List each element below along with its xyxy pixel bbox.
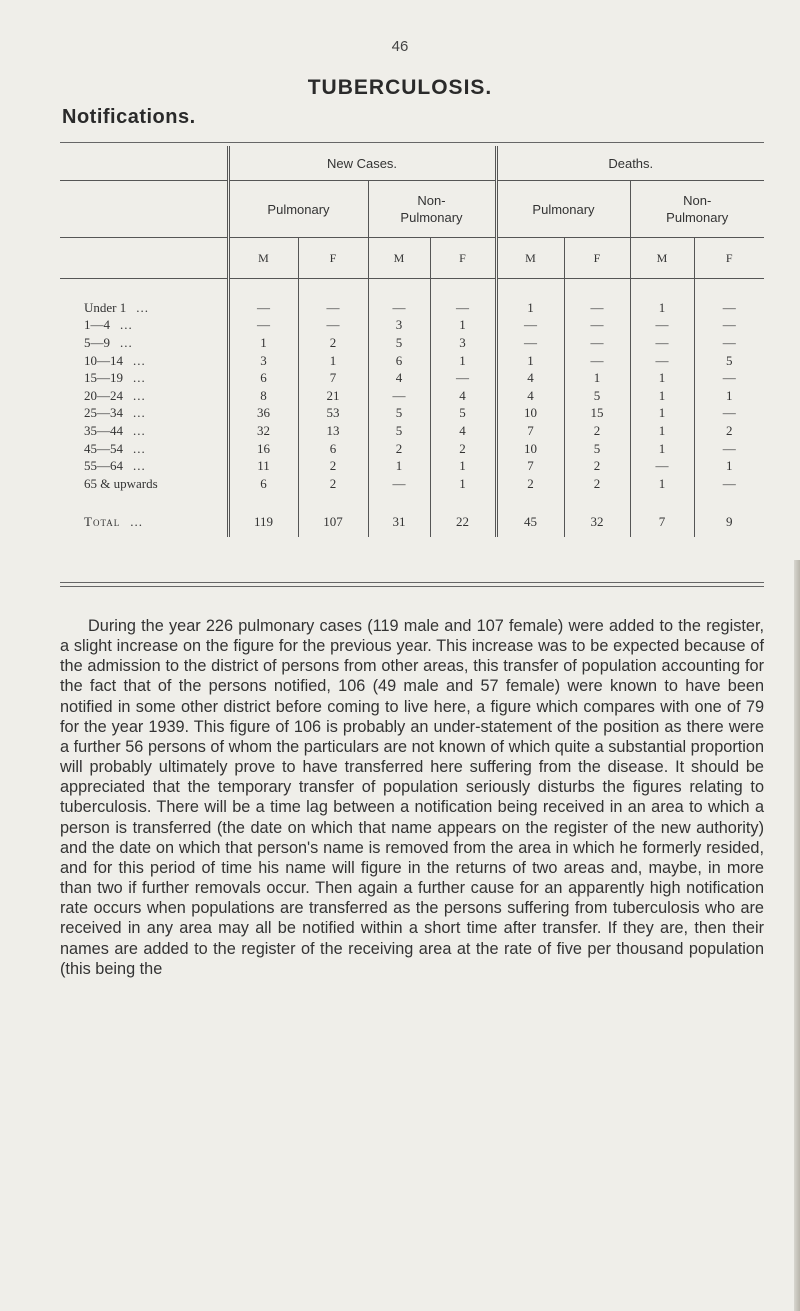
table-cell: 1 (630, 422, 694, 440)
notifications-table-container (60, 142, 764, 592)
table-cell: — (694, 317, 764, 335)
table-row (60, 440, 764, 458)
header-new-cases: New Cases. (228, 146, 496, 181)
table-row (60, 405, 764, 423)
section-heading: Notifications. (62, 106, 196, 128)
row-label (60, 405, 228, 423)
page-title: TUBERCULOSIS. (307, 76, 493, 99)
page-number: 46 (391, 38, 409, 55)
header-deaths-non-pulmonary (630, 181, 764, 238)
table-cell: 6 (298, 440, 368, 458)
table-cell: — (368, 475, 430, 493)
table-cell: 2 (564, 475, 630, 493)
row-label-text: 55—64 (84, 458, 123, 474)
table-cell: 1 (298, 352, 368, 370)
header-non-a: Non- (417, 193, 446, 208)
header-new-non-pulmonary (368, 181, 496, 238)
table-cell: — (630, 457, 694, 475)
table-cell: 7 (496, 422, 564, 440)
table-cell: 3 (430, 334, 496, 352)
table-cell: — (496, 334, 564, 352)
table-cell: 53 (298, 405, 368, 423)
header-blank (60, 146, 228, 181)
row-label-text: 20—24 (84, 387, 123, 403)
row-label-text: 35—44 (84, 422, 123, 438)
table-cell: 7 (298, 369, 368, 387)
table-cell: 2 (368, 440, 430, 458)
table-cell: 1 (630, 475, 694, 493)
table-cell: 5 (368, 405, 430, 423)
table-cell: — (694, 369, 764, 387)
header-f: F (298, 238, 368, 279)
table-cell: 45 (496, 507, 564, 537)
row-label-text: Total (84, 513, 121, 529)
table-row (60, 299, 764, 317)
table-row (60, 352, 764, 370)
table-cell: 1 (430, 317, 496, 335)
table-row (60, 457, 764, 475)
table-cell: 9 (694, 507, 764, 537)
header-deaths-pulmonary: Pulmonary (496, 181, 630, 238)
table-cell: — (564, 299, 630, 317)
table-cell: 32 (228, 422, 298, 440)
table-total-row (60, 507, 764, 537)
header-f: F (564, 238, 630, 279)
row-label (60, 317, 228, 335)
table-cell: 1 (430, 475, 496, 493)
table-cell: 32 (564, 507, 630, 537)
row-label-text: 5—9 (84, 334, 110, 350)
table-cell: — (694, 475, 764, 493)
table-cell: 1 (430, 352, 496, 370)
paragraph: During the year 226 pulmonary cases (119 male and 107 female) were added to the register, a slight increase on the figure for the previous year. This increase was to be expected because of the admission to the district of persons from other areas, this transfer of population accounting for the fact that of the persons notified, 106 (49 male and 57 female) were known to have been notified in some other district before coming to live here, a figure which compares with one of 79 for the year 1939. This figure of 106 is probably an under-statement of the position as there were a further 56 persons of whom the particulars are not known of which quite a substantial proportion will probably ultimately prove to have transferred here suffering from the disease. It should be appreciated that the temporary transfer of population seriously disturbs the figures relating to tuberculosis. There will be a time lag between a notification being received in an area to which a person is transferred (the date on which that name appears on the register of the new authority) and the date on which that person's name is removed from the area in which he formerly resided, and for this period of time his name will figure in the returns of two areas and, maybe, in more than two if further removals occur. Then again a further cause for an apparently high notification rate occurs when populations are transferred as the persons suffering from tuberculosis who are received in any area may all be notified within a short time after transfer. If they are, then their names are added to the register of the receiving area at the rate of five per thousand population (this being the (60, 617, 764, 978)
header-m: M (496, 238, 564, 279)
table-cell: 6 (228, 369, 298, 387)
table-cell: — (430, 299, 496, 317)
table-cell: 119 (228, 507, 298, 537)
header-row-groups (60, 146, 764, 181)
header-non-b: Pulmonary (666, 210, 729, 225)
row-label-dots: ... (133, 440, 146, 456)
table-cell: 22 (430, 507, 496, 537)
row-label-text: 45—54 (84, 440, 123, 456)
table-cell: — (694, 405, 764, 423)
table-row (60, 334, 764, 352)
table-cell: — (298, 299, 368, 317)
table-cell: 1 (630, 405, 694, 423)
row-label (60, 369, 228, 387)
table-cell: — (630, 334, 694, 352)
table-cell: 5 (694, 352, 764, 370)
table-cell: — (496, 317, 564, 335)
header-row-sex (60, 238, 764, 279)
header-deaths: Deaths. (496, 146, 764, 181)
table-cell: 15 (564, 405, 630, 423)
table-cell: — (564, 352, 630, 370)
table-cell: 1 (564, 369, 630, 387)
table-cell: — (694, 440, 764, 458)
header-m: M (228, 238, 298, 279)
row-label (60, 507, 228, 537)
row-label-text: 65 & upwards (84, 475, 158, 491)
table-cell: 107 (298, 507, 368, 537)
table-cell: 2 (298, 457, 368, 475)
table-cell: 1 (368, 457, 430, 475)
body-text (60, 616, 764, 979)
row-label-dots: ... (133, 387, 146, 403)
row-label-dots: ... (133, 405, 146, 421)
row-label (60, 457, 228, 475)
row-label-dots: ... (133, 422, 146, 438)
table-cell: 1 (228, 334, 298, 352)
table-cell: 8 (228, 387, 298, 405)
table-cell: 1 (694, 457, 764, 475)
table-cell: 2 (298, 475, 368, 493)
table-row (60, 317, 764, 335)
row-label-dots: ... (120, 334, 133, 350)
table-cell: 4 (496, 369, 564, 387)
row-label (60, 334, 228, 352)
table-cell: 4 (430, 422, 496, 440)
table-cell: 5 (368, 334, 430, 352)
row-label (60, 422, 228, 440)
header-non-b: Pulmonary (400, 210, 463, 225)
table-top-rule (60, 142, 764, 143)
table-cell: 36 (228, 405, 298, 423)
row-label-dots: ... (120, 317, 133, 333)
table-cell: 1 (630, 440, 694, 458)
table-cell: — (564, 317, 630, 335)
notifications-table (60, 146, 764, 537)
table-cell: — (368, 299, 430, 317)
table-cell: 7 (496, 457, 564, 475)
header-f: F (694, 238, 764, 279)
table-spacer (60, 493, 764, 507)
header-non-a: Non- (683, 193, 712, 208)
row-label-dots: ... (130, 513, 143, 529)
row-label-text: 10—14 (84, 352, 123, 368)
row-label-dots: ... (133, 458, 146, 474)
row-label-text: 25—34 (84, 405, 123, 421)
table-cell: — (368, 387, 430, 405)
table-cell: 10 (496, 440, 564, 458)
table-bottom-rule (60, 582, 764, 583)
table-cell: 11 (228, 457, 298, 475)
table-cell: 5 (430, 405, 496, 423)
table-cell: — (630, 352, 694, 370)
table-cell: 1 (496, 299, 564, 317)
table-cell: 2 (694, 422, 764, 440)
row-label-dots: ... (133, 370, 146, 386)
table-cell: 5 (368, 422, 430, 440)
table-cell: 3 (368, 317, 430, 335)
row-label (60, 387, 228, 405)
table-row (60, 475, 764, 493)
table-cell: 1 (630, 369, 694, 387)
header-new-pulmonary: Pulmonary (228, 181, 368, 238)
table-cell: 4 (368, 369, 430, 387)
table-cell: 1 (430, 457, 496, 475)
table-cell: — (694, 299, 764, 317)
table-cell: — (298, 317, 368, 335)
table-cell: 7 (630, 507, 694, 537)
table-cell: 1 (630, 299, 694, 317)
table-cell: — (228, 317, 298, 335)
row-label-dots: ... (133, 352, 146, 368)
table-cell: 3 (228, 352, 298, 370)
table-row (60, 369, 764, 387)
header-blank (60, 181, 228, 238)
table-cell: 1 (496, 352, 564, 370)
table-cell: — (630, 317, 694, 335)
header-m: M (368, 238, 430, 279)
table-cell: — (430, 369, 496, 387)
table-cell: — (564, 334, 630, 352)
table-cell: 2 (564, 457, 630, 475)
table-cell: 2 (298, 334, 368, 352)
row-label-dots: ... (136, 299, 149, 315)
row-label-text: 15—19 (84, 370, 123, 386)
table-cell: 2 (564, 422, 630, 440)
table-cell: 5 (564, 387, 630, 405)
table-cell: 6 (368, 352, 430, 370)
table-cell: 2 (496, 475, 564, 493)
row-label (60, 440, 228, 458)
row-label (60, 299, 228, 317)
table-cell: — (228, 299, 298, 317)
table-row (60, 422, 764, 440)
row-label-text: 1—4 (84, 317, 110, 333)
row-label (60, 352, 228, 370)
table-cell: 21 (298, 387, 368, 405)
table-cell: 13 (298, 422, 368, 440)
table-row (60, 387, 764, 405)
table-cell: 16 (228, 440, 298, 458)
table-cell: 6 (228, 475, 298, 493)
table-cell: 1 (630, 387, 694, 405)
table-cell: — (694, 334, 764, 352)
table-bottom-rule-double (60, 586, 764, 587)
table-cell: 1 (694, 387, 764, 405)
table-cell: 4 (430, 387, 496, 405)
table-cell: 4 (496, 387, 564, 405)
page-edge-shadow (794, 560, 800, 1311)
header-f: F (430, 238, 496, 279)
table-cell: 2 (430, 440, 496, 458)
table-spacer (60, 279, 764, 300)
row-label-text: Under 1 (84, 299, 127, 315)
header-row-types (60, 181, 764, 238)
table-cell: 31 (368, 507, 430, 537)
table-cell: 10 (496, 405, 564, 423)
header-blank (60, 238, 228, 279)
row-label (60, 475, 228, 493)
header-m: M (630, 238, 694, 279)
table-cell: 5 (564, 440, 630, 458)
